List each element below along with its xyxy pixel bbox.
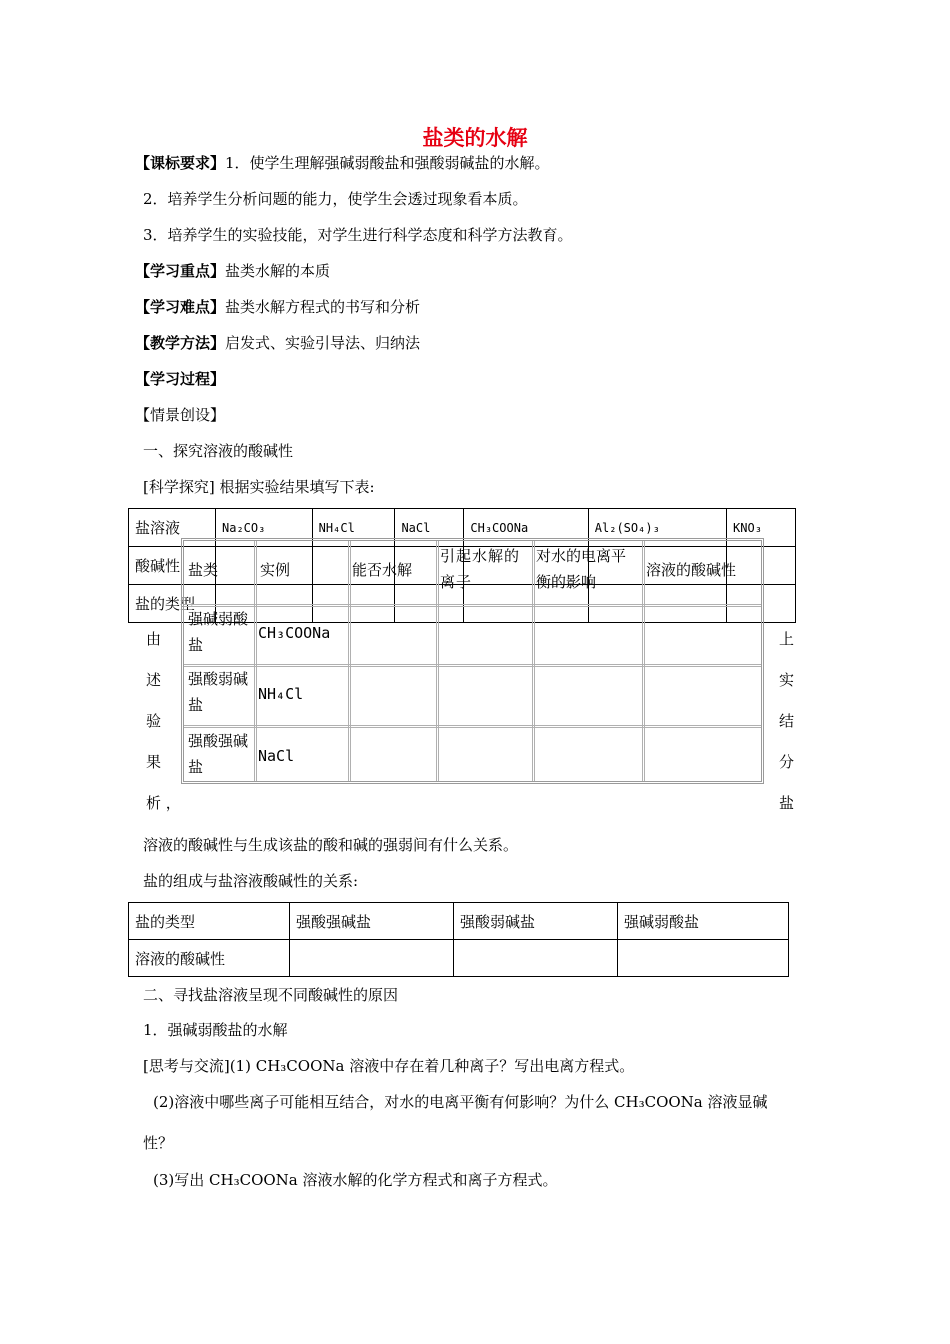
focus-line: [135, 260, 330, 281]
scene-label: 【情景创设】: [135, 406, 226, 424]
row-type: 强碱弱酸盐: [188, 610, 249, 654]
section-1-heading: 一、探究溶液的酸碱性: [143, 442, 294, 460]
side-right-2: 实: [779, 671, 795, 689]
page-title: 盐类的水解: [422, 126, 528, 150]
table-cell[interactable]: [454, 940, 618, 977]
curriculum-req-line: [135, 152, 550, 173]
table-cell: 强碱弱酸盐: [618, 903, 789, 940]
think-question-1: [思考与交流](1) CH₃COONa 溶液中存在着几种离子？写出电离方程式。: [143, 1057, 635, 1075]
curriculum-req-label: 【课标要求】: [135, 154, 226, 172]
salt-relation-table: [128, 902, 789, 977]
table-cell: 酸碱性: [129, 547, 216, 585]
table-cell: KNO₃: [727, 509, 796, 547]
difficulty-line: [135, 296, 420, 317]
curriculum-req-1: 1．使学生理解强碱弱酸盐和强酸弱碱盐的水解。: [225, 154, 550, 172]
think-question-2a: (2)溶液中哪些离子可能相互结合，对水的电离平衡有何影响？为什么 CH₃COONa 溶液显碱: [153, 1093, 768, 1111]
row-example: NH₄Cl: [258, 685, 304, 703]
section-2-heading: 二、寻找盐溶液呈现不同酸碱性的原因: [143, 986, 399, 1004]
focus-label: 【学习重点】: [135, 262, 226, 280]
difficulty-text: 盐类水解方程式的书写和分析: [225, 298, 421, 316]
table-cell: 溶液的酸碱性: [129, 940, 290, 977]
header-ion: 引起水解的离子: [440, 547, 521, 591]
row-divider: [184, 725, 761, 728]
difficulty-label: 【学习难点】: [135, 298, 226, 316]
explore-instruction: [科学探究] 根据实验结果填写下表:: [143, 478, 375, 496]
table-cell[interactable]: [618, 940, 789, 977]
header-example: 实例: [260, 561, 291, 579]
table-row: [129, 903, 789, 940]
table-cell: 盐的类型: [129, 585, 216, 623]
subsection-1: 1．强碱弱酸盐的水解: [143, 1021, 288, 1039]
method-text: 启发式、实验引导法、归纳法: [225, 334, 421, 352]
header-effect: 对水的电离平衡的影响: [536, 547, 627, 591]
side-right-3: 结: [779, 712, 795, 730]
table-cell: 盐溶液: [129, 509, 216, 547]
side-left-3: 验: [146, 712, 162, 730]
table-cell: 强酸强碱盐: [290, 903, 454, 940]
col-divider: [532, 541, 535, 781]
col-divider: [642, 541, 645, 781]
side-right-1: 上: [779, 630, 795, 648]
focus-text: 盐类水解的本质: [225, 262, 331, 280]
curriculum-req-2: 2．培养学生分析问题的能力，使学生会透过现象看本质。: [143, 190, 528, 208]
process-label: 【学习过程】: [135, 370, 226, 388]
table-cell: NH₄Cl: [312, 509, 395, 547]
side-left-2: 述: [146, 671, 162, 689]
table-cell: Na₂CO₃: [216, 509, 313, 547]
header-acidity: 溶液的酸碱性: [646, 561, 737, 579]
method-label: 【教学方法】: [135, 334, 226, 352]
header-salt-type: 盐类: [188, 561, 219, 579]
side-left-1: 由: [146, 630, 162, 648]
think-question-3: (3)写出 CH₃COONa 溶液水解的化学方程式和离子方程式。: [153, 1171, 558, 1189]
table-row: [129, 940, 789, 977]
header-hydrolyzable: 能否水解: [352, 561, 413, 579]
row-divider: [184, 664, 761, 667]
row-type: 强酸弱碱盐: [188, 670, 249, 714]
row-example: CH₃COONa: [258, 624, 331, 642]
relation-question: 溶液的酸碱性与生成该盐的酸和碱的强弱间有什么关系。: [143, 836, 519, 854]
table-cell: Al₂(SO₄)₃: [588, 509, 726, 547]
table-cell: CH₃COONa: [464, 509, 588, 547]
curriculum-req-3: 3．培养学生的实验技能，对学生进行科学态度和科学方法教育。: [143, 226, 573, 244]
side-left-4: 果: [146, 753, 162, 771]
relation-title: 盐的组成与盐溶液酸碱性的关系:: [143, 872, 359, 890]
side-right-5: 盐: [779, 794, 795, 812]
row-divider: [184, 604, 761, 607]
table-cell: NaCl: [395, 509, 464, 547]
side-right-4: 分: [779, 753, 795, 771]
table-cell: 盐的类型: [129, 903, 290, 940]
table-cell[interactable]: [290, 940, 454, 977]
row-example: NaCl: [258, 747, 295, 765]
col-divider: [436, 541, 439, 781]
col-divider: [348, 541, 351, 781]
row-type: 强酸强碱盐: [188, 732, 249, 776]
hydrolysis-table: [181, 538, 764, 784]
col-divider: [254, 541, 257, 781]
think-question-2b: 性？: [143, 1134, 174, 1152]
table-cell: 强酸弱碱盐: [454, 903, 618, 940]
method-line: [135, 332, 420, 353]
side-left-5: 析 ，: [146, 794, 181, 812]
